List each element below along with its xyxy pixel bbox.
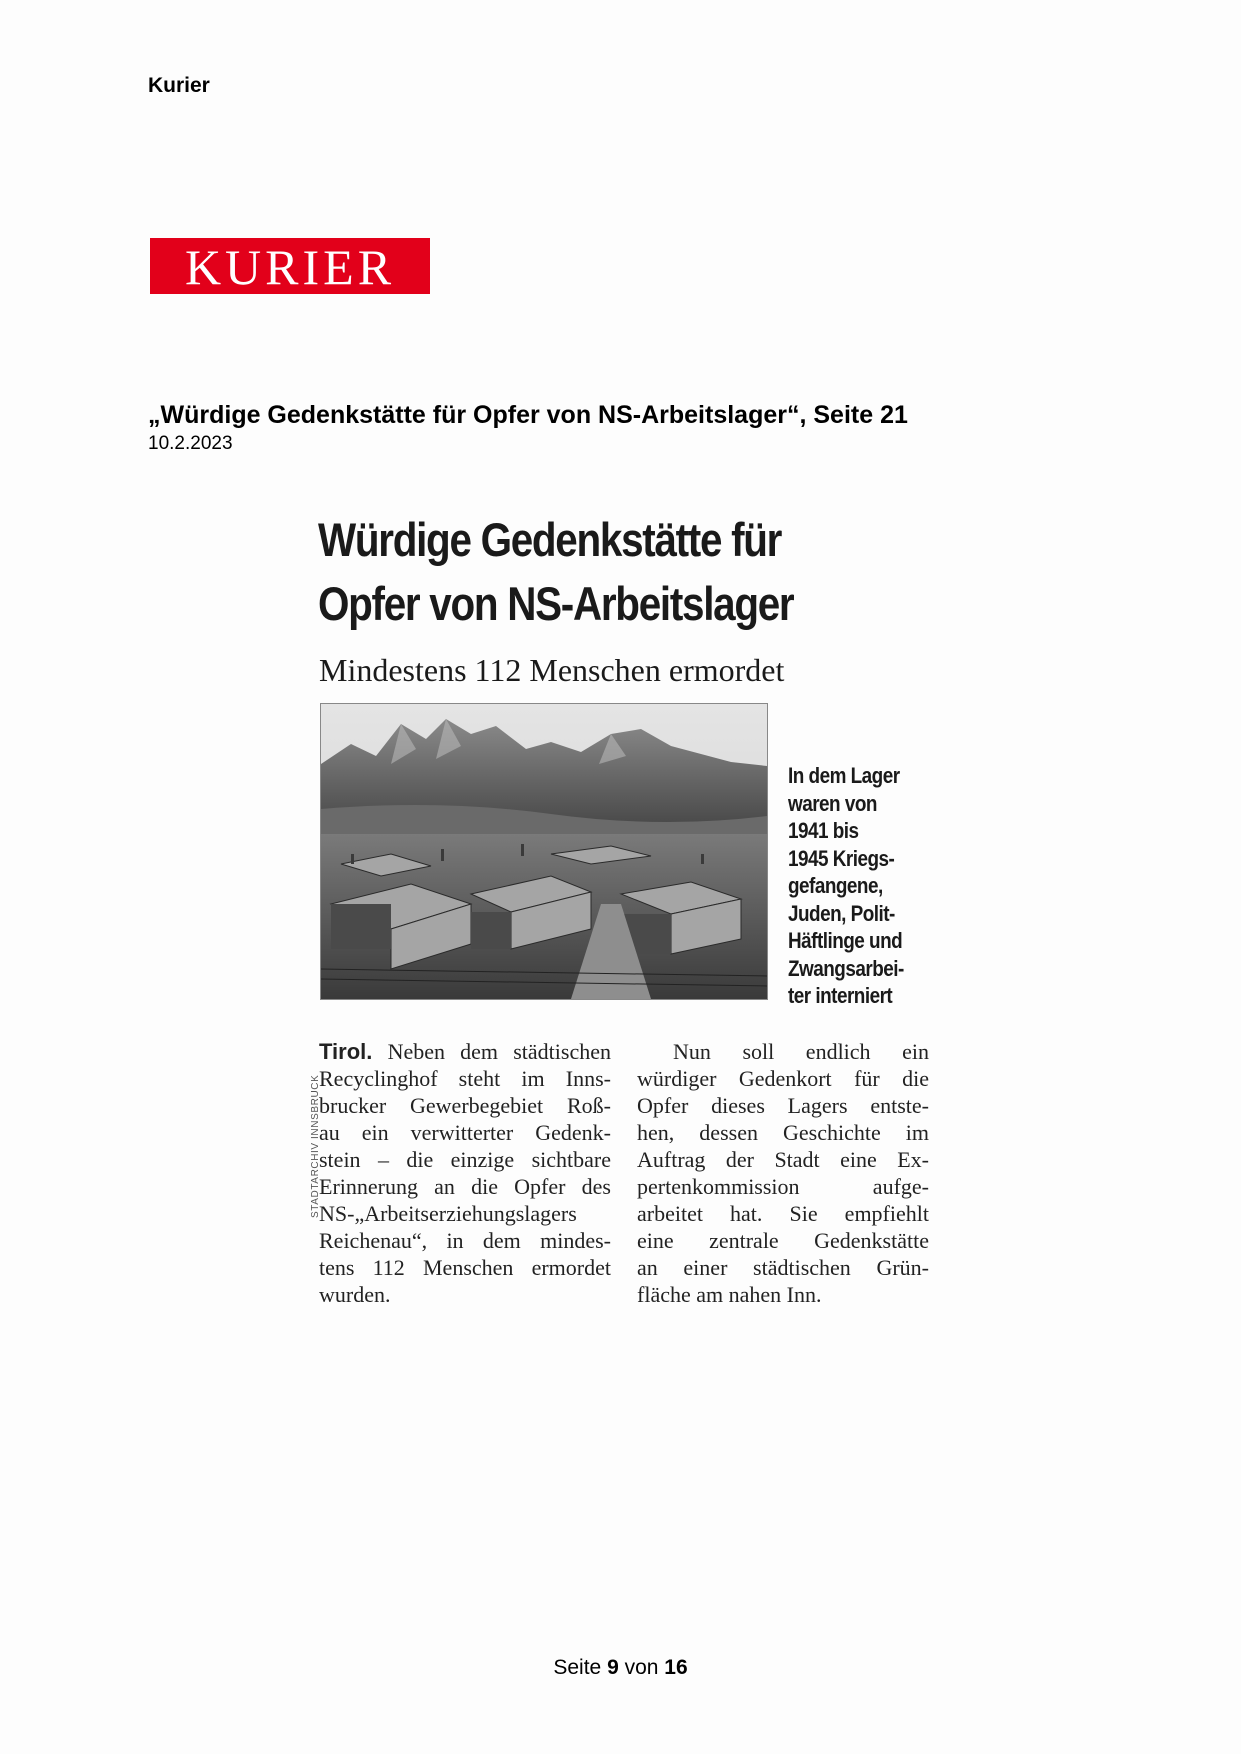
headline-line-2: Opfer von NS-Arbeitslager — [318, 577, 794, 630]
body-line: hen, dessen Geschichte im — [637, 1120, 929, 1145]
total-pages: 16 — [664, 1656, 688, 1679]
body-line: pertenkommission aufge- — [637, 1174, 929, 1199]
source-label: Kurier — [148, 74, 210, 97]
photo-credit: STADTARCHIV INNSBRUCK — [310, 1074, 321, 1218]
article-headline — [318, 508, 844, 636]
body-line: Nun soll endlich ein — [673, 1039, 929, 1064]
caption-line: gefangene, — [788, 873, 883, 898]
body-line: brucker Gewerbegebiet Roß- — [319, 1093, 611, 1118]
caption-line: Zwangsarbei- — [788, 955, 904, 981]
document-title: „Würdige Gedenkstätte für Opfer von NS-Arbeitslager“, Seite 21 — [148, 401, 908, 429]
body-line: Erinnerung an die Opfer des — [319, 1174, 611, 1199]
caption-line: In dem Lager — [788, 763, 900, 788]
body-line: an einer städtischen Grün- — [637, 1255, 929, 1280]
headline-line-1: Würdige Gedenkstätte für — [318, 513, 782, 566]
caption-line: 1941 bis — [788, 818, 859, 843]
body-line: au ein verwitterter Gedenk- — [319, 1120, 611, 1145]
footer-prefix: Seite — [553, 1656, 608, 1679]
newspaper-clipping — [310, 508, 930, 1328]
kurier-logo — [150, 238, 430, 294]
body-line: eine zentrale Gedenkstätte — [637, 1228, 929, 1253]
caption-line: 1945 Kriegs- — [788, 845, 895, 871]
body-line: stein – die einzige sichtbare — [319, 1147, 611, 1172]
body-column-1 — [319, 1038, 611, 1308]
document-date: 10.2.2023 — [148, 433, 233, 454]
caption-line: waren von — [788, 790, 877, 816]
logo-text: KURIER — [184, 239, 396, 295]
photo-caption — [788, 762, 917, 1010]
body-column-2 — [637, 1038, 929, 1308]
body-line: arbeitet hat. Sie empfiehlt — [637, 1201, 929, 1226]
lead-word: Tirol. — [319, 1039, 373, 1064]
body-line — [319, 1038, 611, 1065]
article-photo — [320, 703, 768, 1000]
body-line: Reichenau“, in dem mindes- — [319, 1228, 611, 1253]
article-subheadline: Mindestens 112 Menschen ermordet — [319, 652, 785, 688]
camp-photo-image — [321, 704, 767, 999]
current-page-number: 9 — [607, 1656, 619, 1679]
footer-middle: von — [618, 1656, 665, 1679]
body-line: wurden. — [319, 1282, 391, 1307]
body-line: Opfer dieses Lagers entste- — [637, 1093, 929, 1118]
body-text: Neben dem städtischen — [372, 1039, 611, 1064]
caption-line: ter interniert — [788, 983, 893, 1008]
caption-line: Juden, Polit- — [788, 900, 895, 926]
body-line: tens 112 Menschen ermordet — [319, 1255, 611, 1280]
body-line: würdiger Gedenkort für die — [637, 1066, 929, 1091]
body-line: Auftrag der Stadt eine Ex- — [637, 1147, 929, 1172]
body-line: NS-„Arbeitserziehungslagers — [319, 1201, 577, 1226]
caption-line: Häftlinge und — [788, 928, 903, 953]
page-footer — [0, 1656, 1241, 1680]
body-line: fläche am nahen Inn. — [637, 1282, 822, 1307]
body-line: Recyclinghof steht im Inns- — [319, 1066, 611, 1091]
